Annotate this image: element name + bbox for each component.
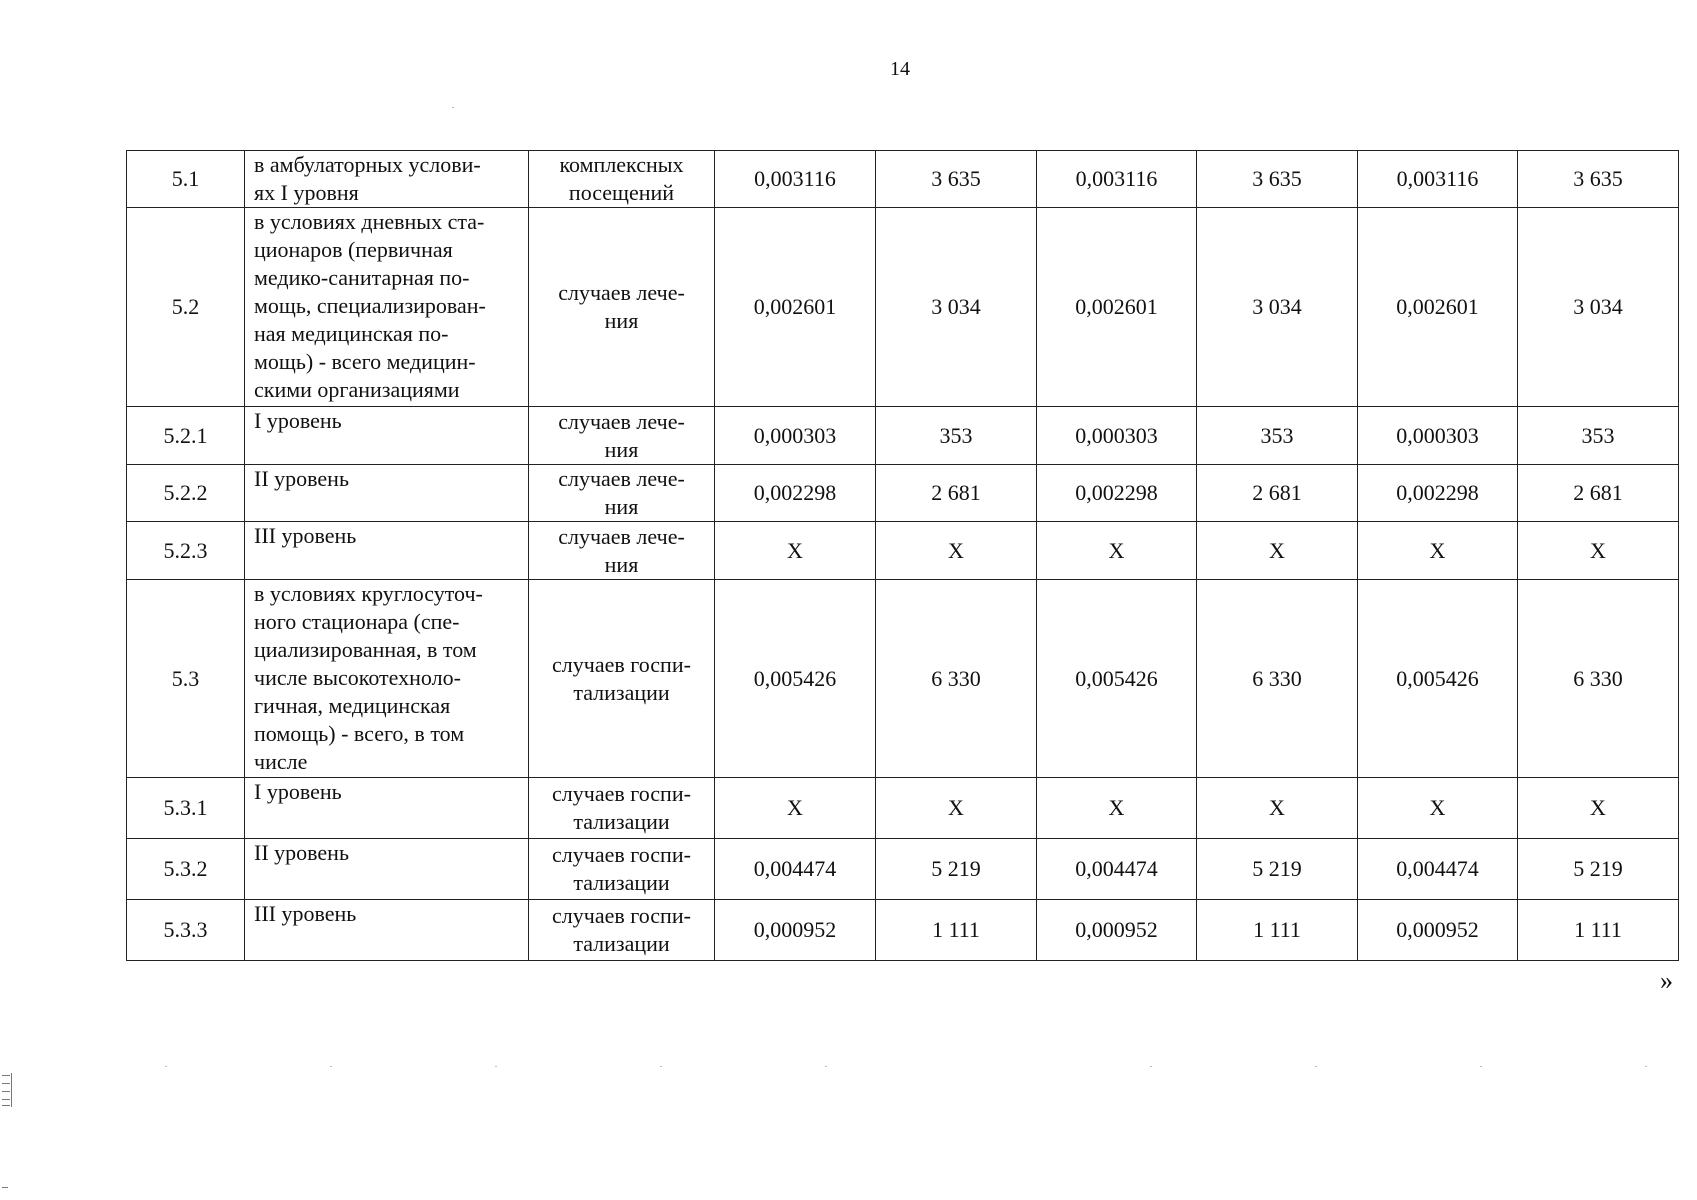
row-value-cell: 353 xyxy=(876,407,1037,465)
row-value-cell: 2 681 xyxy=(1197,465,1358,522)
row-number-cell: 5.2.1 xyxy=(127,407,245,465)
table-body xyxy=(127,151,1679,961)
row-value-cell: 6 330 xyxy=(1518,580,1679,778)
row-value-cell: 0,004474 xyxy=(715,839,876,900)
row-value-cell: 5 219 xyxy=(1518,839,1679,900)
row-value-cell: X xyxy=(876,522,1037,580)
row-value-cell: X xyxy=(715,778,876,839)
row-unit-cell: случаев лече- ния xyxy=(529,465,715,522)
row-value-cell: X xyxy=(1518,522,1679,580)
row-name-cell: в амбулаторных услови- ях I уровня xyxy=(245,151,529,208)
row-number-cell: 5.2 xyxy=(127,208,245,407)
row-name-cell: I уровень xyxy=(245,407,529,465)
row-name-cell: II уровень xyxy=(245,839,529,900)
row-value-cell: 1 111 xyxy=(876,900,1037,961)
row-unit-cell: случаев лече- ния xyxy=(529,208,715,407)
row-unit-cell: случаев госпи- тализации xyxy=(529,778,715,839)
row-unit-cell: случаев лече- ния xyxy=(529,407,715,465)
table-row xyxy=(127,580,1679,778)
row-value-cell: 0,004474 xyxy=(1037,839,1197,900)
closing-quote: » xyxy=(1660,966,1673,995)
row-value-cell: X xyxy=(1518,778,1679,839)
row-number-cell: 5.2.2 xyxy=(127,465,245,522)
row-number-cell: 5.3.1 xyxy=(127,778,245,839)
row-value-cell: 3 034 xyxy=(876,208,1037,407)
row-value-cell: 0,000303 xyxy=(1358,407,1518,465)
row-value-cell: X xyxy=(1358,522,1518,580)
row-value-cell: 5 219 xyxy=(1197,839,1358,900)
table-row xyxy=(127,900,1679,961)
row-value-cell: 0,002601 xyxy=(715,208,876,407)
row-value-cell: 6 330 xyxy=(876,580,1037,778)
row-value-cell: 0,000303 xyxy=(1037,407,1197,465)
row-unit-cell: случаев лече- ния xyxy=(529,522,715,580)
row-value-cell: 3 635 xyxy=(876,151,1037,208)
table-row xyxy=(127,778,1679,839)
row-value-cell: 1 111 xyxy=(1197,900,1358,961)
row-value-cell: X xyxy=(1037,522,1197,580)
row-name-cell: в условиях дневных ста- ционаров (первичная медико-санитарная по- мощь, специализирован- ная медицинская по- мощь) - всего медицин- скими организациями xyxy=(245,208,529,407)
row-value-cell: 0,002601 xyxy=(1358,208,1518,407)
row-value-cell: X xyxy=(1197,778,1358,839)
row-name-cell: III уровень xyxy=(245,522,529,580)
row-value-cell: 3 635 xyxy=(1518,151,1679,208)
row-value-cell: 0,002298 xyxy=(1358,465,1518,522)
row-value-cell: 2 681 xyxy=(876,465,1037,522)
row-value-cell: X xyxy=(1358,778,1518,839)
row-value-cell: 5 219 xyxy=(876,839,1037,900)
row-value-cell: 0,000952 xyxy=(1358,900,1518,961)
row-name-cell: II уровень xyxy=(245,465,529,522)
table-row xyxy=(127,522,1679,580)
row-value-cell: 0,002601 xyxy=(1037,208,1197,407)
row-value-cell: 3 034 xyxy=(1518,208,1679,407)
row-value-cell: X xyxy=(1037,778,1197,839)
table-row xyxy=(127,465,1679,522)
row-unit-cell: случаев госпи- тализации xyxy=(529,839,715,900)
table-row xyxy=(127,151,1679,208)
row-value-cell: 353 xyxy=(1518,407,1679,465)
row-value-cell: X xyxy=(1197,522,1358,580)
row-value-cell: 0,000952 xyxy=(1037,900,1197,961)
row-number-cell: 5.3.3 xyxy=(127,900,245,961)
row-value-cell: 0,003116 xyxy=(715,151,876,208)
row-value-cell: 0,002298 xyxy=(715,465,876,522)
row-name-cell: I уровень xyxy=(245,778,529,839)
row-number-cell: 5.3 xyxy=(127,580,245,778)
table-row xyxy=(127,407,1679,465)
row-value-cell: X xyxy=(715,522,876,580)
page-number: 14 xyxy=(890,58,910,80)
row-value-cell: 1 111 xyxy=(1518,900,1679,961)
table-row xyxy=(127,208,1679,407)
data-table xyxy=(126,150,1679,961)
row-value-cell: 0,005426 xyxy=(715,580,876,778)
row-number-cell: 5.2.3 xyxy=(127,522,245,580)
row-value-cell: 6 330 xyxy=(1197,580,1358,778)
row-name-cell: III уровень xyxy=(245,900,529,961)
row-value-cell: 0,005426 xyxy=(1037,580,1197,778)
row-value-cell: 0,005426 xyxy=(1358,580,1518,778)
row-value-cell: 3 635 xyxy=(1197,151,1358,208)
row-name-cell: в условиях круглосуточ- ного стационара (спе- циализированная, в том числе высокотехноло- гичная, медицинская помощь) - всего, в том числе xyxy=(245,580,529,778)
row-value-cell: 0,002298 xyxy=(1037,465,1197,522)
row-value-cell: 0,003116 xyxy=(1037,151,1197,208)
row-number-cell: 5.1 xyxy=(127,151,245,208)
row-value-cell: 0,000303 xyxy=(715,407,876,465)
row-value-cell: 2 681 xyxy=(1518,465,1679,522)
row-value-cell: 353 xyxy=(1197,407,1358,465)
row-value-cell: 3 034 xyxy=(1197,208,1358,407)
table-row xyxy=(127,839,1679,900)
row-value-cell: 0,003116 xyxy=(1358,151,1518,208)
row-value-cell: 0,000952 xyxy=(715,900,876,961)
row-number-cell: 5.3.2 xyxy=(127,839,245,900)
row-value-cell: X xyxy=(876,778,1037,839)
row-unit-cell: комплексных посещений xyxy=(529,151,715,208)
row-value-cell: 0,004474 xyxy=(1358,839,1518,900)
row-unit-cell: случаев госпи- тализации xyxy=(529,580,715,778)
row-unit-cell: случаев госпи- тализации xyxy=(529,900,715,961)
